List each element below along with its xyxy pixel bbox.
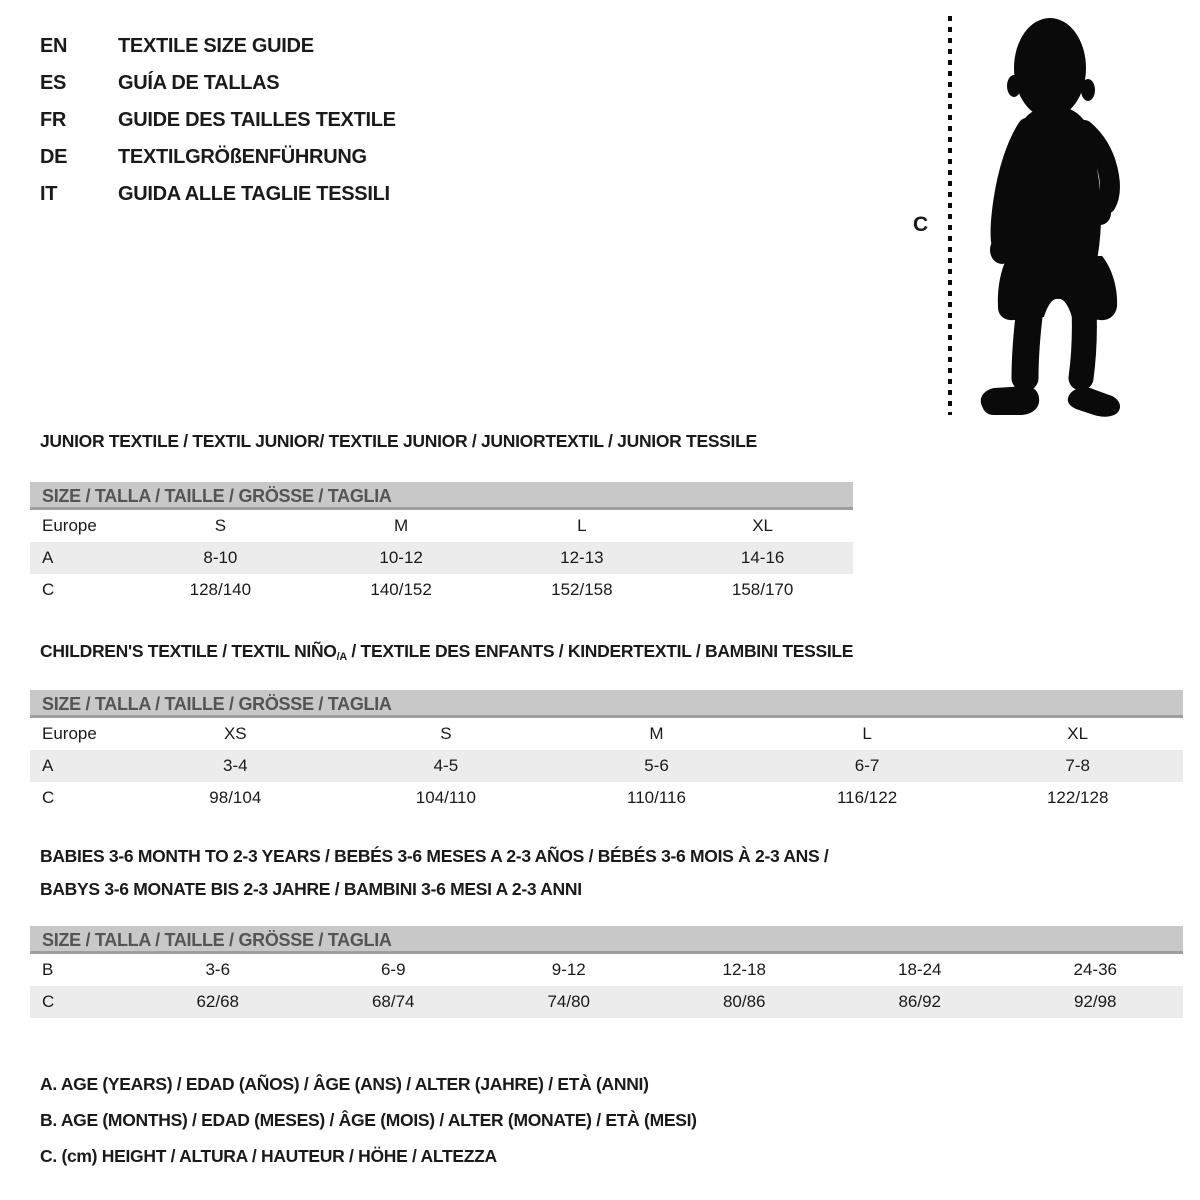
value-cell: 5-6 — [644, 756, 669, 775]
language-row — [40, 176, 396, 213]
baby-ear-right — [1081, 79, 1095, 101]
baby-foot-left — [981, 386, 1039, 415]
row-label-cell: Europe — [42, 724, 97, 743]
row-label-cell: C — [42, 580, 55, 599]
language-label: GUIDE DES TAILLES TEXTILE — [118, 109, 396, 131]
baby-leg-right — [1081, 308, 1084, 378]
language-row — [40, 102, 396, 139]
language-row — [40, 65, 396, 102]
value-cell: 128/140 — [189, 580, 252, 599]
row-label-cell: C — [42, 788, 55, 807]
value-cell: 104/110 — [415, 788, 476, 807]
value-cell: 12-13 — [560, 548, 604, 567]
table-row — [30, 750, 1183, 782]
value-cell: 6-9 — [380, 960, 406, 979]
value-cell: M — [394, 516, 409, 535]
children-size-table — [30, 690, 1183, 814]
value-cell: 6-7 — [854, 756, 880, 775]
babies-section-title-line2: BABYS 3-6 MONATE BIS 2-3 JAHRE / BAMBINI 3-6 MESI A 2-3 ANNI — [40, 879, 582, 899]
babies-size-table — [30, 926, 1183, 1018]
baby-hand-left — [990, 236, 1014, 264]
value-cell: 86/92 — [898, 992, 942, 1011]
junior-section-title: JUNIOR TEXTILE / TEXTIL JUNIOR/ TEXTILE JUNIOR / JUNIORTEXTIL / JUNIOR TESSILE — [40, 431, 757, 451]
value-cell: 14-16 — [740, 548, 785, 567]
value-cell: 7-8 — [1065, 756, 1090, 775]
value-cell: 140/152 — [370, 580, 432, 599]
children-title-subscript: /A — [336, 651, 347, 664]
language-label: TEXTILE SIZE GUIDE — [118, 35, 314, 57]
value-cell: 3-4 — [223, 756, 248, 775]
value-cell: XL — [752, 516, 774, 535]
language-code: FR — [40, 109, 67, 131]
table-row — [30, 510, 853, 542]
language-code: IT — [40, 183, 58, 205]
value-cell: 8-10 — [203, 548, 238, 567]
language-label: GUÍA DE TALLAS — [118, 72, 280, 94]
value-cell: XL — [1067, 724, 1089, 743]
value-cell: 4-5 — [433, 756, 459, 775]
language-code: DE — [40, 146, 68, 168]
table-row — [30, 574, 853, 606]
value-cell: 74/80 — [547, 992, 591, 1011]
junior-size-table — [30, 482, 853, 606]
value-cell: 18-24 — [898, 960, 942, 979]
height-measure-dashed-line — [948, 16, 952, 415]
children-title-text: / TEXTILE DES ENFANTS / KINDERTEXTIL / BAMBINI TESSILE — [346, 641, 854, 661]
value-cell: 10-12 — [379, 548, 423, 567]
language-label: GUIDA ALLE TAGLIE TESSILI — [118, 183, 390, 205]
table-row — [30, 954, 1183, 986]
baby-head — [1014, 18, 1086, 118]
table-row — [30, 542, 853, 574]
size-header-bar: SIZE / TALLA / TAILLE / GRÖSSE / TAGLIA — [30, 482, 853, 510]
baby-toddler-silhouette-icon — [973, 16, 1135, 418]
language-title-list — [40, 28, 396, 213]
baby-leg-left — [1025, 308, 1030, 378]
measure-label-c: C — [913, 213, 929, 236]
value-cell: 158/170 — [731, 580, 794, 599]
value-cell: 3-6 — [205, 960, 231, 979]
value-cell: 9-12 — [551, 960, 586, 979]
baby-hand-right — [1089, 201, 1111, 225]
row-label-cell: Europe — [42, 516, 97, 535]
value-cell: XS — [223, 724, 247, 743]
value-cell: L — [862, 724, 872, 743]
children-section-title — [40, 641, 853, 663]
legend-line-a: A. AGE (YEARS) / EDAD (AÑOS) / ÂGE (ANS) / ALTER (JAHRE) / ETÀ (ANNI) — [40, 1074, 649, 1094]
value-cell: S — [440, 724, 452, 743]
measurement-legend — [40, 1066, 697, 1174]
row-label-cell: A — [42, 756, 54, 775]
row-label-cell: C — [42, 992, 55, 1011]
language-row — [40, 28, 396, 65]
value-cell: 92/98 — [1073, 992, 1117, 1011]
size-header-bar: SIZE / TALLA / TAILLE / GRÖSSE / TAGLIA — [30, 690, 1183, 718]
row-label-cell: A — [42, 548, 54, 567]
language-row — [40, 139, 396, 176]
value-cell: M — [649, 724, 664, 743]
baby-shorts — [998, 256, 1117, 320]
value-cell: 122/128 — [1046, 788, 1109, 807]
size-header-bar: SIZE / TALLA / TAILLE / GRÖSSE / TAGLIA — [30, 926, 1183, 954]
table-row — [30, 986, 1183, 1018]
baby-ear-left — [1007, 75, 1021, 97]
value-cell: S — [214, 516, 227, 535]
value-cell: 110/116 — [627, 788, 686, 807]
value-cell: L — [577, 516, 587, 535]
legend-line-b: B. AGE (MONTHS) / EDAD (MESES) / ÂGE (MOIS) / ALTER (MONATE) / ETÀ (MESI) — [40, 1110, 697, 1130]
row-label-cell: B — [42, 960, 54, 979]
value-cell: 12-18 — [722, 960, 766, 979]
language-code: ES — [40, 72, 67, 94]
value-cell: 62/68 — [196, 992, 240, 1011]
value-cell: 98/104 — [209, 788, 262, 807]
table-row — [30, 782, 1183, 814]
children-title-text: CHILDREN'S TEXTILE / TEXTIL NIÑO — [40, 641, 337, 661]
language-label: TEXTILGRÖßENFÜHRUNG — [118, 146, 367, 168]
language-code: EN — [40, 35, 68, 57]
value-cell: 152/158 — [551, 580, 613, 599]
value-cell: 24-36 — [1073, 960, 1117, 979]
value-cell: 80/86 — [722, 992, 766, 1011]
value-cell: 68/74 — [371, 992, 415, 1011]
baby-foot-right — [1068, 387, 1120, 416]
table-row — [30, 718, 1183, 750]
value-cell: 116/122 — [836, 788, 898, 807]
legend-line-c: C. (cm) HEIGHT / ALTURA / HAUTEUR / HÖHE / ALTEZZA — [40, 1146, 497, 1166]
babies-section-title-line1: BABIES 3-6 MONTH TO 2-3 YEARS / BEBÉS 3-6 MESES A 2-3 AÑOS / BÉBÉS 3-6 MOIS À 2-3 ANS / — [40, 846, 829, 866]
